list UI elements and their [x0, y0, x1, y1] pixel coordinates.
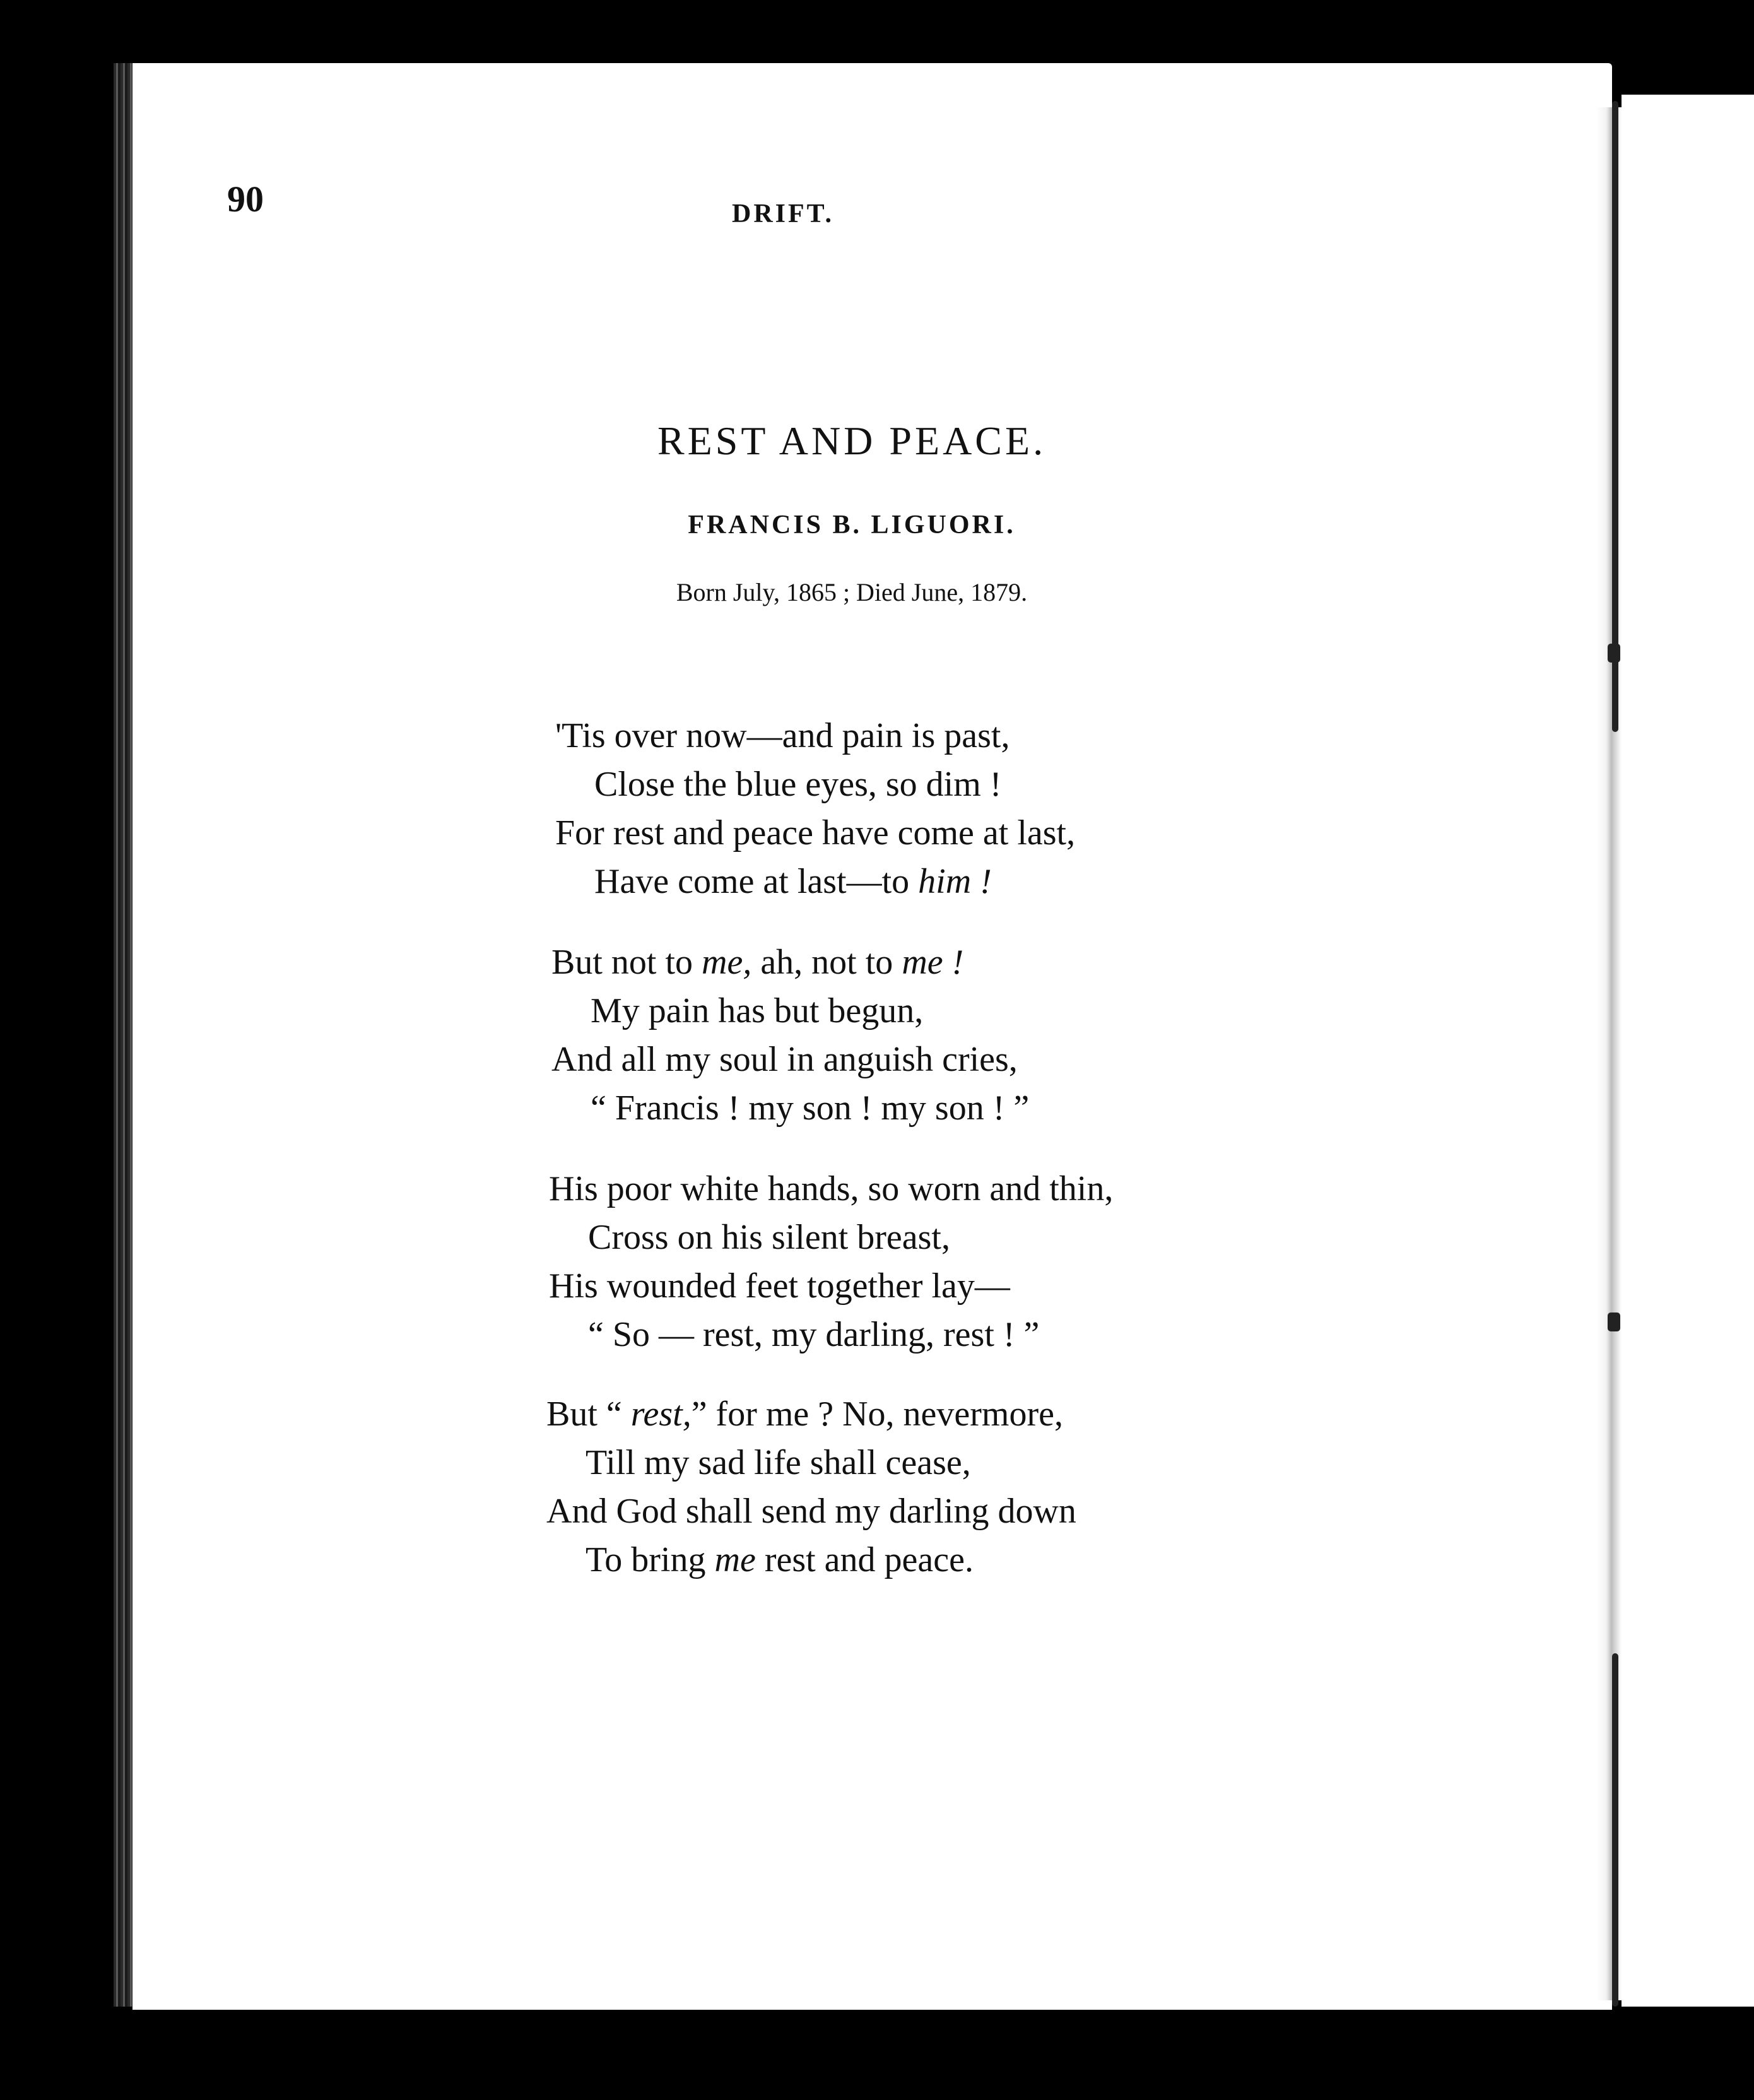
- poem-line-text: To bring: [586, 1540, 715, 1579]
- poem-line: And all my soul in anguish cries,: [551, 1040, 1018, 1079]
- italic-word: me,: [702, 943, 752, 982]
- poem-line: [555, 760, 1075, 809]
- italic-word: rest,: [630, 1395, 692, 1434]
- page-number: 90: [227, 179, 264, 220]
- poem-line: Cross on his silent breast,: [588, 1218, 950, 1257]
- poem-line: My pain has but begun,: [591, 991, 924, 1030]
- poem-line-text: ” for me ? No, nevermore,: [691, 1395, 1063, 1434]
- poem-line: His wounded feet together lay—: [549, 1266, 1010, 1306]
- poem-title: REST AND PEACE.: [657, 418, 1047, 463]
- poem-line: 'Tis over now—and pain is past,: [555, 716, 1010, 755]
- poem-line-text: ah, not to: [751, 943, 902, 982]
- poem-line: [546, 1390, 1076, 1439]
- poem-line: [551, 938, 1029, 987]
- poem-line: “ Francis ! my son ! my son ! ”: [591, 1088, 1030, 1128]
- stanza: [549, 1165, 1113, 1359]
- italic-word: him !: [918, 862, 992, 901]
- stanza: [551, 938, 1029, 1133]
- poem-line: Till my sad life shall cease,: [586, 1443, 971, 1482]
- stanza: [546, 1390, 1076, 1584]
- stanza: [555, 712, 1075, 906]
- poem-line-text: But “: [546, 1395, 631, 1434]
- poem-line: His poor white hands, so worn and thin,: [549, 1169, 1114, 1208]
- binding-knot: [1608, 644, 1620, 663]
- book-spine-edge: [114, 63, 132, 2007]
- running-head: DRIFT.: [732, 199, 835, 228]
- poem-line-text: Close the blue eyes, so dim !: [594, 765, 1002, 804]
- poem-line: [555, 858, 1075, 906]
- poem-line-text: rest and peace.: [755, 1540, 974, 1579]
- poem-line-text: But not to: [551, 943, 702, 982]
- scan-border: [0, 2012, 1754, 2100]
- italic-word: me: [714, 1540, 756, 1579]
- poem-line-text: Have come at last—to: [594, 862, 919, 901]
- poem-line: And God shall send my darling down: [546, 1492, 1076, 1531]
- italic-word: me !: [902, 943, 964, 982]
- facing-page-edge: [1622, 95, 1754, 2007]
- binding-thread: [1612, 1653, 1618, 2007]
- poem-line: [546, 1536, 1076, 1584]
- binding-thread: [1612, 101, 1618, 732]
- poem-line: “ So — rest, my darling, rest ! ”: [588, 1315, 1040, 1354]
- poem-author: FRANCIS B. LIGUORI.: [688, 510, 1016, 540]
- author-dates: Born July, 1865 ; Died June, 1879.: [676, 578, 1028, 606]
- binding-knot: [1608, 1312, 1620, 1331]
- poem-line: For rest and peace have come at last,: [555, 813, 1076, 852]
